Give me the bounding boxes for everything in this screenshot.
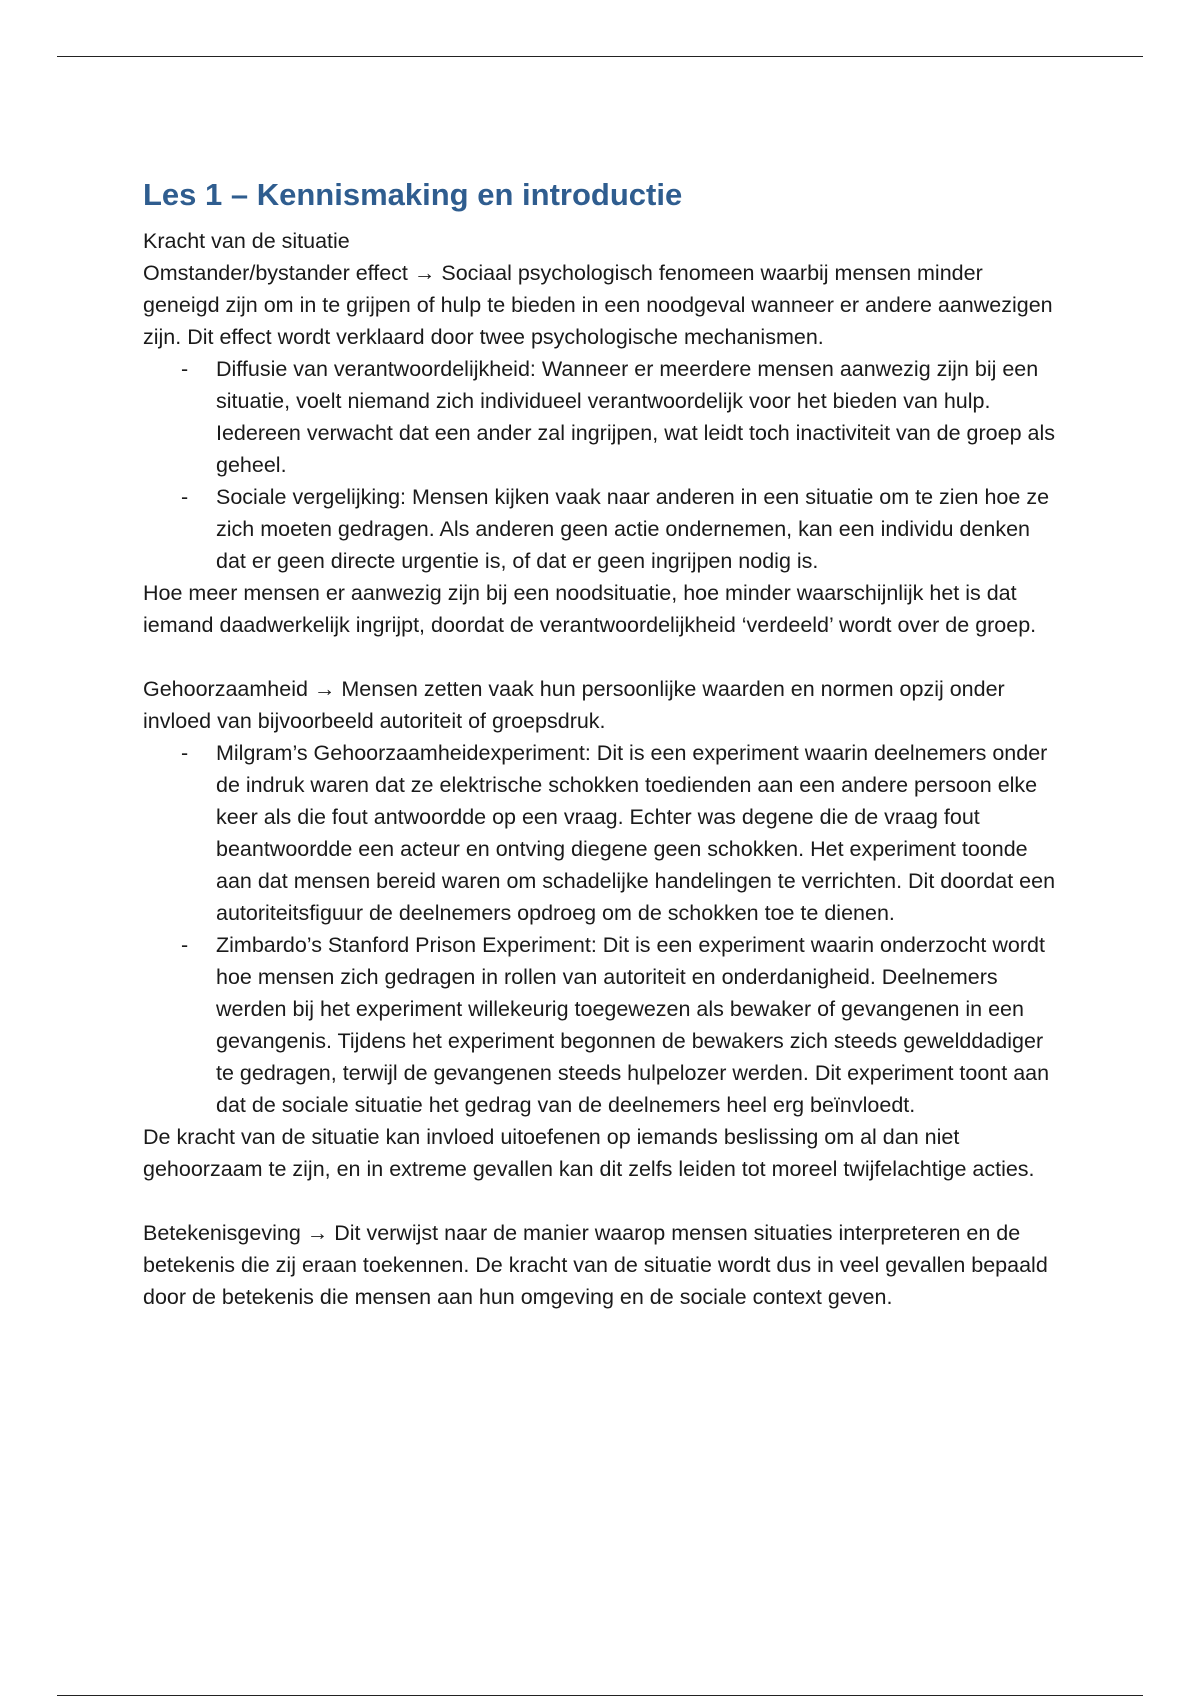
list-dash: - — [181, 741, 189, 765]
page-title: Les 1 – Kennismaking en introductie — [143, 177, 683, 212]
list-item — [143, 737, 1063, 929]
list-item-text: Diffusie van verantwoordelijkheid: Wanneer er meerdere mensen aanwezig zijn bij een situatie, voelt niemand zich individueel verantwoordelijk voor het bieden van hulp. Iedereen verwacht dat een ander zal ingrijpen, wat leidt toch inactiviteit van de groep als geheel. — [216, 357, 1056, 477]
intro-subtitle: Kracht van de situatie — [143, 229, 350, 253]
bystander-list — [143, 353, 1063, 577]
document-body — [143, 173, 1063, 1313]
obedience-paragraph: Gehoorzaamheid → Mensen zetten vaak hun persoonlijke waarden en normen opzij onder invloed van bijvoorbeeld autoriteit of groepsdruk. — [143, 677, 1005, 733]
obedience-conclusion: De kracht van de situatie kan invloed uitoefenen op iemands beslissing om al dan niet gehoorzaam te zijn, en in extreme gevallen kan dit zelfs leiden tot moreel twijfelachtige acties. — [143, 1125, 1035, 1181]
list-item — [143, 353, 1063, 481]
footer-rule — [57, 1695, 1143, 1696]
section-spacer — [143, 641, 1063, 673]
obedience-list — [143, 737, 1063, 1121]
section-spacer — [143, 1185, 1063, 1217]
list-dash: - — [181, 485, 189, 509]
list-item — [143, 929, 1063, 1121]
bystander-conclusion: Hoe meer mensen er aanwezig zijn bij een noodsituatie, hoe minder waarschijnlijk het is dat iemand daadwerkelijk ingrijpt, doordat de verantwoordelijkheid ‘verdeeld’ wordt over de groep. — [143, 581, 1037, 637]
list-item-text: Sociale vergelijking: Mensen kijken vaak naar anderen in een situatie om te zien hoe ze zich moeten gedragen. Als anderen geen actie ondernemen, kan een individu denken dat er geen directe urgentie is, of dat er geen ingrijpen nodig is. — [216, 485, 1050, 573]
list-dash: - — [181, 933, 189, 957]
header-rule — [57, 56, 1143, 57]
list-dash: - — [181, 357, 189, 381]
list-item-text: Zimbardo’s Stanford Prison Experiment: Dit is een experiment waarin onderzocht wordt hoe mensen zich gedragen in rollen van autoriteit en onderdanigheid. Deelnemers werden bij het experiment willekeurig toegewezen als bewaker of gevangenen in een gevangenis. Tijdens het experiment begonnen de bewakers zich steeds gewelddadiger te gedragen, terwijl de gevangenen steeds hulpelozer werden. Dit experiment toont aan dat de sociale situatie het gedrag van de deelnemers heel erg beïnvloedt. — [216, 933, 1050, 1117]
list-item-text: Milgram’s Gehoorzaamheidexperiment: Dit is een experiment waarin deelnemers onder de indruk waren dat ze elektrische schokken toedienden aan een andere persoon elke keer als die fout antwoordde op een vraag. Echter was degene die de vraag fout beantwoordde een acteur en ontving diegene geen schokken. Het experiment toonde aan dat mensen bereid waren om schadelijke handelingen te verrichten. Dit doordat een autoriteitsfiguur de deelnemers opdroeg om de schokken toe te dienen. — [216, 741, 1056, 925]
bystander-paragraph: Omstander/bystander effect → Sociaal psychologisch fenomeen waarbij mensen minder geneigd zijn om in te grijpen of hulp te bieden in een noodgeval wanneer er andere aanwezigen zijn. Dit effect wordt verklaard door twee psychologische mechanismen. — [143, 261, 1053, 349]
list-item — [143, 481, 1063, 577]
meaning-paragraph: Betekenisgeving → Dit verwijst naar de manier waarop mensen situaties interpreteren en de betekenis die zij eraan toekennen. De kracht van de situatie wordt dus in veel gevallen bepaald door de betekenis die mensen aan hun omgeving en de sociale context geven. — [143, 1221, 1048, 1309]
